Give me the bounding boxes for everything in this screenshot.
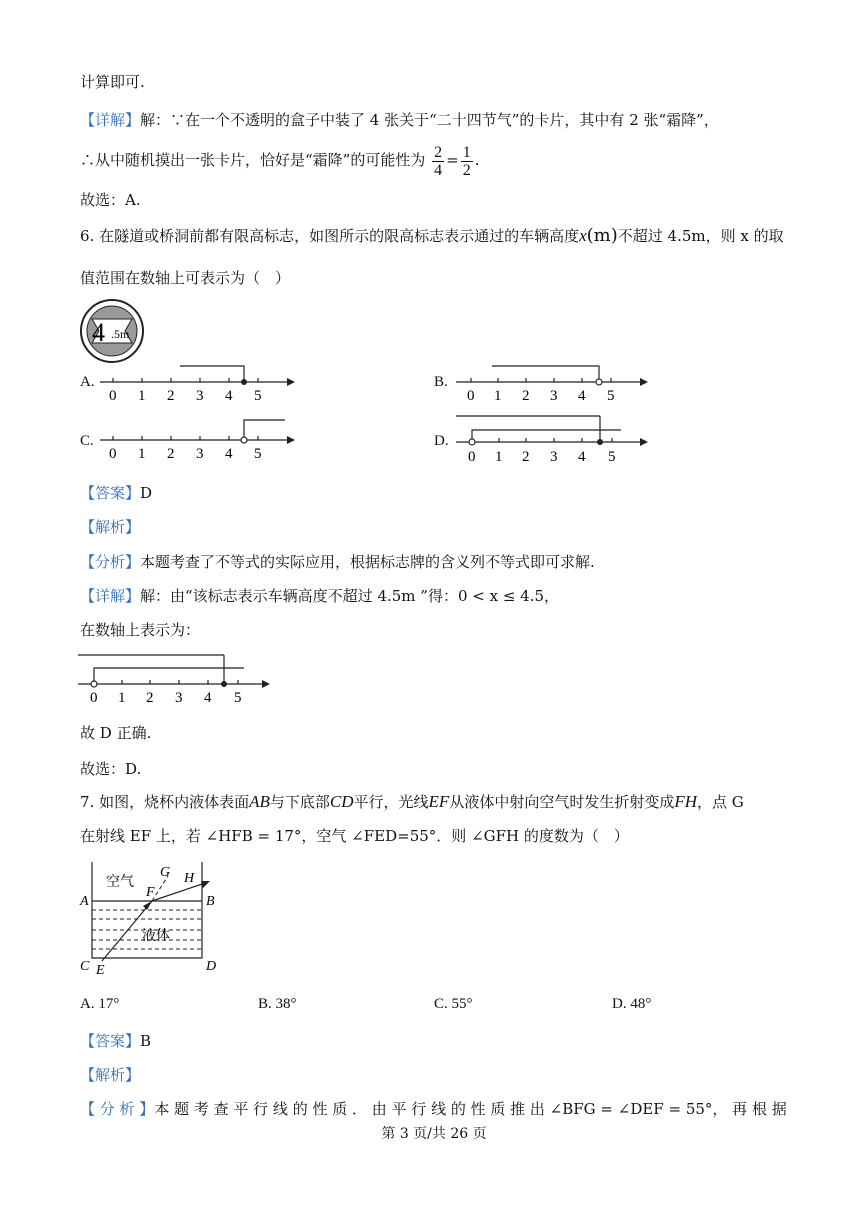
svg-text:4: 4 [204, 690, 212, 704]
fenxi-6-line: 【分析】本题考查了不等式的实际应用，根据标志牌的含义列不等式即可求解. [80, 553, 595, 571]
svg-text:5: 5 [607, 388, 615, 404]
svg-text:3: 3 [550, 388, 558, 404]
svg-text:1: 1 [138, 388, 146, 404]
number-line-intro: 在数轴上表示为： [80, 621, 201, 639]
svg-text:3: 3 [175, 690, 183, 704]
choice-6-line: 故选：D. [80, 760, 142, 778]
question-6-line-2: 值范围在数轴上可表示为（ ） [80, 269, 291, 287]
page-footer: 第 3 页/共 26 页 [381, 1126, 487, 1142]
svg-text:F: F [146, 885, 155, 900]
option-7-b: B. 38° [258, 996, 297, 1012]
svg-text:4: 4 [225, 388, 233, 404]
svg-text:1: 1 [118, 690, 126, 704]
svg-text:液体: 液体 [142, 929, 170, 944]
svg-text:0: 0 [109, 446, 117, 462]
sign-number: 4 [92, 318, 105, 347]
sign-decimal: .5m [111, 327, 130, 341]
option-d-label: D. [434, 433, 449, 449]
question-6-line-1: 6. 在隧道或桥洞前都有限高标志，如图所示的限高标志表示通过的车辆高度x(m)不超过 4.5m，则 x 的取 [80, 225, 784, 246]
solution-number-line [78, 648, 278, 704]
fraction-2-4: $\frac{2}{4}$ [434, 143, 443, 179]
option-7-d: D. 48° [612, 996, 652, 1012]
svg-text:B: B [206, 894, 215, 909]
svg-text:0: 0 [109, 388, 117, 404]
option-b-label: B. [434, 374, 448, 390]
option-7-c: C. 55° [434, 996, 473, 1012]
svg-text:5: 5 [254, 446, 262, 462]
svg-text:E: E [96, 963, 105, 978]
question-7-line-1: 7. 如图，烧杯内液体表面AB与下底部CD平行，光线EF从液体中射向空气时发生折射变成FH，点 G [80, 792, 744, 811]
answer-6-line: 【答案】D [80, 484, 153, 502]
option-c-label: C. [80, 433, 94, 449]
svg-text:3: 3 [196, 388, 204, 404]
fenxi-7-line: 【 分 析 】本 题 考 查 平 行 线 的 性 质 ． 由 平 行 线 的 性 质 推 出 ∠BFG = ∠DEF = 55°， 再 根 据 [80, 1100, 787, 1118]
svg-text:1: 1 [494, 388, 502, 404]
beaker-diagram [76, 858, 226, 978]
svg-text:2: 2 [167, 446, 175, 462]
option-a-label: A. [80, 374, 95, 390]
analysis-7-tag: 【解析】 [80, 1066, 141, 1084]
detail-tag: 【详解】 [80, 111, 141, 129]
svg-text:H: H [184, 871, 195, 886]
number-line-d [456, 410, 656, 466]
height-limit-sign [78, 297, 148, 367]
svg-text:C: C [80, 959, 90, 974]
answer-7-line: 【答案】B [80, 1032, 152, 1050]
number-line-c [100, 412, 300, 462]
svg-text:2: 2 [146, 690, 154, 704]
svg-text:0: 0 [90, 690, 98, 704]
option-7-a: A. 17° [80, 996, 120, 1012]
svg-text:0: 0 [467, 388, 475, 404]
svg-text:3: 3 [550, 449, 558, 465]
svg-text:3: 3 [196, 446, 204, 462]
conclusion-6-line: 故 D 正确. [80, 724, 152, 742]
detail-line [80, 110, 719, 130]
svg-text:D: D [206, 959, 217, 974]
svg-text:1: 1 [495, 449, 503, 465]
svg-text:4: 4 [578, 388, 586, 404]
text-line: 计算即可. [80, 73, 145, 91]
svg-text:2: 2 [522, 388, 530, 404]
svg-text:4: 4 [578, 449, 586, 465]
svg-text:5: 5 [608, 449, 616, 465]
svg-text:2: 2 [522, 449, 530, 465]
detail-text: 解：∵在一个不透明的盒子中装了 4 张关于“二十四节气”的卡片，其中有 2 张“霜降”， [140, 111, 719, 129]
svg-text:5: 5 [234, 690, 242, 704]
svg-text:0: 0 [468, 449, 476, 465]
number-line-b [456, 360, 656, 406]
xiangjie-6-line: 【详解】解：由“该标志表示车辆高度不超过 4.5m ”得：0 < x ≤ 4.5， [80, 587, 560, 605]
analysis-6-tag: 【解析】 [80, 518, 141, 536]
probability-text: ∴从中随机摸出一张卡片，恰好是“霜降”的可能性为 [80, 151, 426, 169]
svg-text:1: 1 [138, 446, 146, 462]
svg-text:5: 5 [254, 388, 262, 404]
svg-text:4: 4 [225, 446, 233, 462]
svg-text:2: 2 [167, 388, 175, 404]
svg-text:空气: 空气 [106, 875, 134, 890]
question-7-line-2: 在射线 EF 上，若 ∠HFB = 17°，空气 ∠FED=55°．则 ∠GFH 的度数为（ ） [80, 827, 629, 845]
svg-text:A: A [80, 894, 89, 909]
number-line-a [100, 360, 300, 406]
svg-text:G: G [160, 865, 171, 880]
fraction-1-2: $\frac{1}{2}$ [462, 143, 471, 179]
answer-choice-line: 故选：A. [80, 191, 141, 209]
probability-line: ∴从中随机摸出一张卡片，恰好是“霜降”的可能性为 $\frac{2}{4}$ = $\frac{1}{2}$ . [80, 143, 480, 179]
